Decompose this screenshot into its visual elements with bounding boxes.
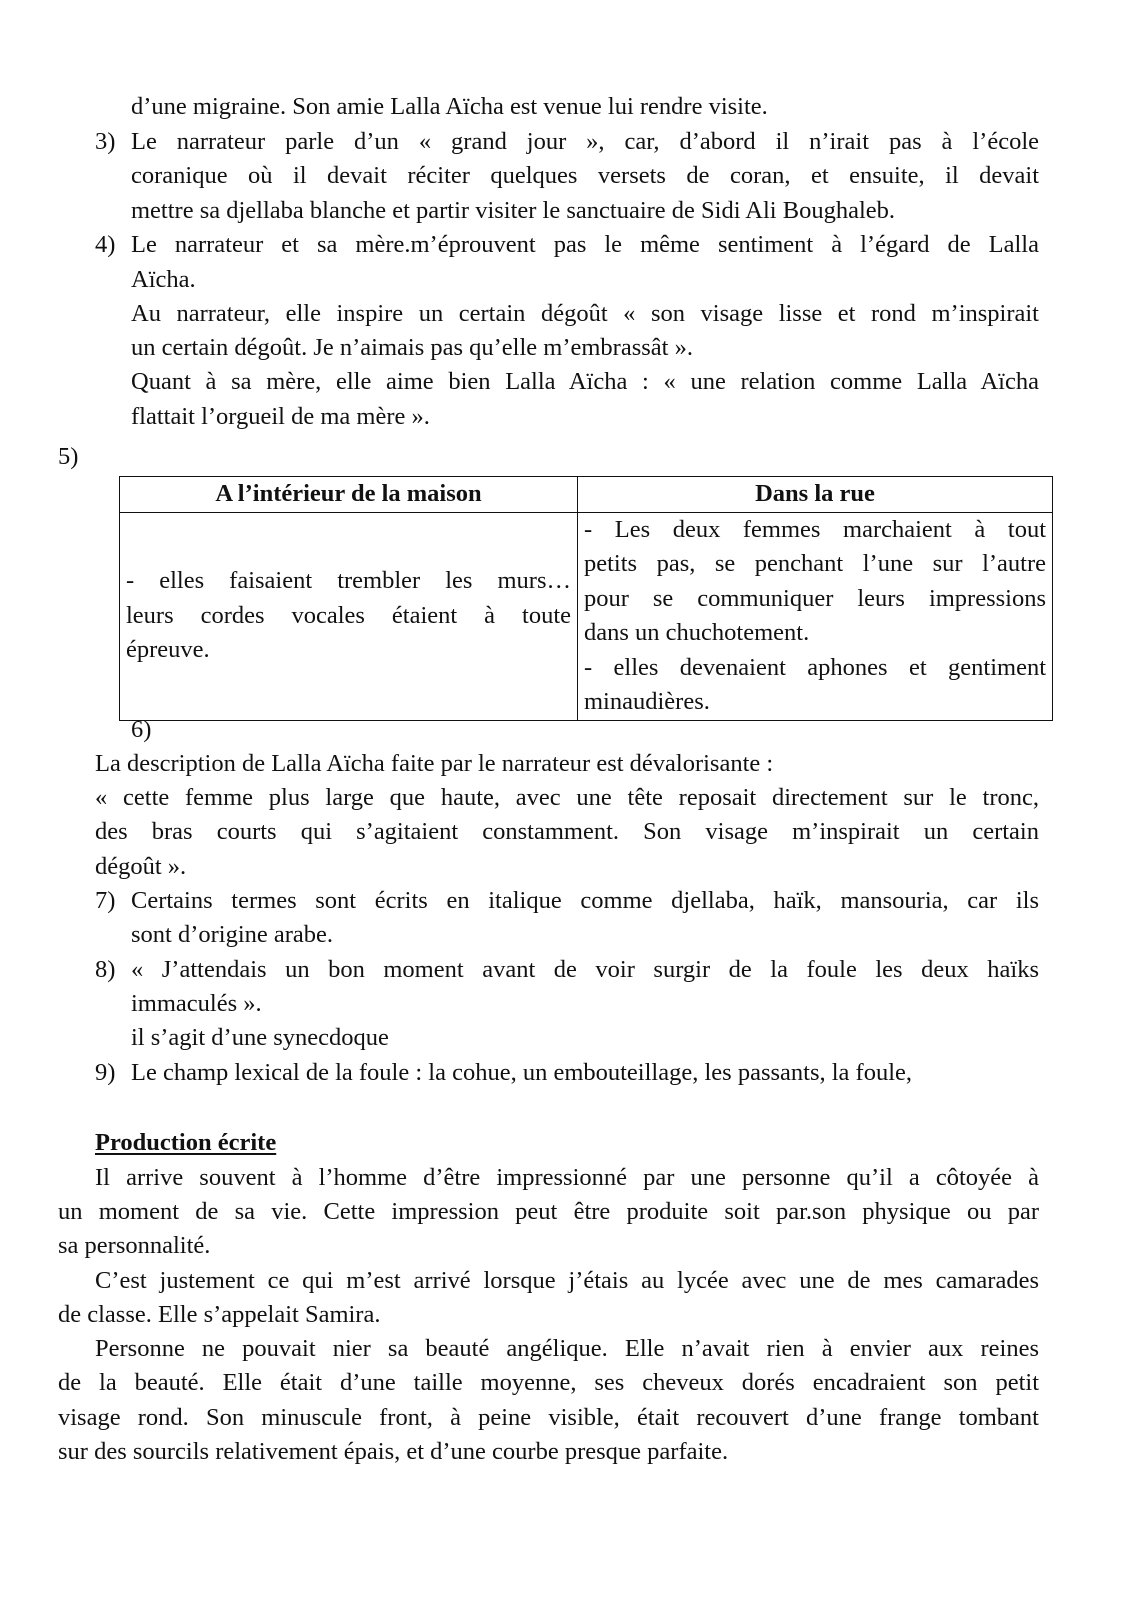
- paragraph-3-line-1: Personne ne pouvait nier sa beauté angélique. Elle n’avait rien à envier aux reines: [95, 1335, 1039, 1362]
- table-header-street: Dans la rue: [578, 477, 1053, 513]
- paragraph-1-line-1: Il arrive souvent à l’homme d’être impressionné par une personne qu’il a côtoyée à: [95, 1164, 1039, 1191]
- item-8-line-2: immaculés ».: [131, 990, 262, 1017]
- item-8-number: 8): [95, 956, 116, 983]
- paragraph-2-line-1: C’est justement ce qui m’est arrivé lorsque j’étais au lycée avec une de mes camarades: [95, 1267, 1039, 1294]
- paragraph-1-line-3: sa personnalité.: [58, 1232, 211, 1259]
- item-4-line-2: Aïcha.: [131, 266, 196, 293]
- table-header-interior: A l’intérieur de la maison: [120, 477, 578, 513]
- cell-interior-line-2: leurs cordes vocales étaient à toute: [126, 601, 571, 629]
- cell-street-line-3: pour se communiquer leurs impressions: [584, 584, 1046, 612]
- table-header-row: [120, 477, 1053, 513]
- section-heading: Production écrite: [95, 1129, 277, 1156]
- cell-street-line-2: petits pas, se penchant l’une sur l’autre: [584, 550, 1046, 577]
- paragraph-3-line-3: visage rond. Son minuscule front, à peine visible, était recouvert d’une frange tombant: [58, 1404, 1039, 1431]
- item-4-line-3: Au narrateur, elle inspire un certain dégoût « son visage lisse et rond m’inspirait: [131, 300, 1039, 327]
- paragraph-1-line-2: un moment de sa vie. Cette impression peut être produite soit par.son physique ou par: [58, 1198, 1039, 1225]
- item-8-line-1: « J’attendais un bon moment avant de voir surgir de la foule les deux haïks: [131, 956, 1039, 983]
- item-4-line-5: Quant à sa mère, elle aime bien Lalla Aïcha : « une relation comme Lalla Aïcha: [131, 368, 1039, 395]
- paragraph-3-line-2: de la beauté. Elle était d’une taille moyenne, ses cheveux dorés encadraient son petit: [58, 1369, 1039, 1396]
- item-4-line-1: Le narrateur et sa mère.m’éprouvent pas le même sentiment à l’égard de Lalla: [131, 231, 1039, 258]
- item-6-number: 6): [131, 716, 152, 743]
- comparison-table: [119, 476, 1053, 721]
- paragraph-2-line-2: de classe. Elle s’appelait Samira.: [58, 1301, 381, 1328]
- table-row: [120, 512, 1053, 720]
- item-9-number: 9): [95, 1059, 116, 1086]
- cell-interior-line-3: épreuve.: [126, 636, 210, 664]
- item-4-line-6: flattait l’orgueil de ma mère ».: [131, 403, 430, 430]
- item-2-continuation: d’une migraine. Son amie Lalla Aïcha est venue lui rendre visite.: [131, 93, 768, 120]
- item-3-line-1: Le narrateur parle d’un « grand jour », car, d’abord il n’irait pas à l’école: [131, 128, 1039, 155]
- item-8-line-3: il s’agit d’une synecdoque: [131, 1024, 389, 1051]
- item-5-number: 5): [58, 443, 79, 470]
- cell-interior-line-1: - elles faisaient trembler les murs…: [126, 567, 571, 595]
- item-4-number: 4): [95, 231, 116, 258]
- item-3-line-3: mettre sa djellaba blanche et partir visiter le sanctuaire de Sidi Ali Boughaleb.: [131, 197, 896, 224]
- cell-street-line-5: - elles devenaient aphones et gentiment: [584, 653, 1046, 681]
- cell-street-line-1: - Les deux femmes marchaient à tout: [584, 515, 1046, 543]
- item-6-line-1: La description de Lalla Aïcha faite par le narrateur est dévalorisante :: [95, 750, 774, 777]
- item-7-number: 7): [95, 887, 116, 914]
- item-6-line-3: des bras courts qui s’agitaient constamment. Son visage m’inspirait un certain: [95, 818, 1039, 845]
- item-6-line-4: dégoût ».: [95, 853, 187, 880]
- cell-street-line-6: minaudières.: [584, 688, 710, 715]
- item-4-line-4: un certain dégoût. Je n’aimais pas qu’elle m’embrassât ».: [131, 334, 693, 361]
- item-3-line-2: coranique où il devait réciter quelques versets de coran, et ensuite, il devait: [131, 162, 1039, 189]
- item-7-line-1: Certains termes sont écrits en italique comme djellaba, haïk, mansouria, car ils: [131, 887, 1039, 914]
- item-7-line-2: sont d’origine arabe.: [131, 921, 334, 948]
- paragraph-3-line-4: sur des sourcils relativement épais, et d’une courbe presque parfaite.: [58, 1438, 729, 1465]
- item-6-line-2: « cette femme plus large que haute, avec une tête reposait directement sur le tronc,: [95, 784, 1039, 811]
- item-3-number: 3): [95, 128, 116, 155]
- table-cell-interior: [120, 512, 578, 720]
- cell-street-line-4: dans un chuchotement.: [584, 619, 810, 646]
- item-9-line-1: Le champ lexical de la foule : la cohue, un embouteillage, les passants, la foule,: [131, 1059, 912, 1086]
- table-cell-street: [578, 512, 1053, 720]
